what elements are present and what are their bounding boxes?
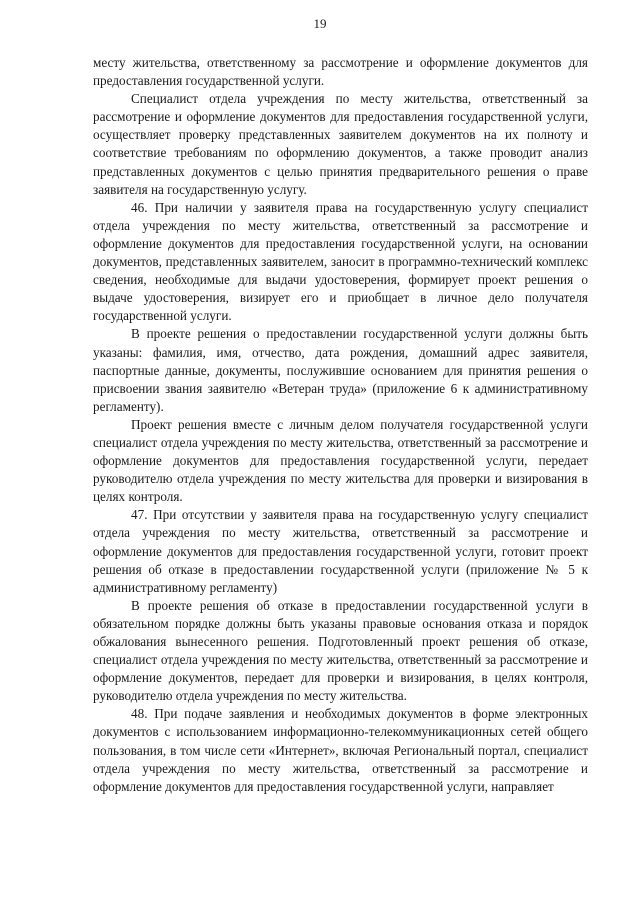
- paragraph-item-46: 46. При наличии у заявителя права на государственную услугу специалист отдела учреждения по месту жительства, ответственный за рассмотрение и оформление документов для предоставления государственной услуги, на основании документов, представленных заявителем, заносит в программно-технический комплекс сведения, необходимые для выдачи удостоверения, формирует проект решения о выдаче удостоверения, визирует его и приобщает в личное дело получателя государственной услуги.: [93, 199, 588, 324]
- paragraph-continuation: месту жительства, ответственному за рассмотрение и оформление документов для предоставления государственной услуги.: [93, 55, 588, 89]
- paragraph-item-47: 47. При отсутствии у заявителя права на государственную услугу специалист отдела учреждения по месту жительства, ответственный за рассмотрение и оформление документов для предоставления государственной услуги, готовит проект решения об отказе в предоставлении государственной услуги (приложение № 5 к административному регламенту): [93, 507, 588, 595]
- paragraph-refusal-contents: В проекте решения об отказе в предоставлении государственной услуги в обязательном порядке должны быть указаны правовые основания отказа и порядок обжалования вынесенного решения. Подготовленный проект решения об отказе, специалист отдела учреждения по месту жительства, ответственный за рассмотрение и оформление документов, передает для проверки и визирования, в целях контроля, руководителю отдела учреждения по месту жительства.: [93, 597, 588, 704]
- document-body: [93, 54, 588, 796]
- page-number: 19: [313, 16, 327, 31]
- paragraph-decision-contents: В проекте решения о предоставлении государственной услуги должны быть указаны: фамилия, имя, отчество, дата рождения, домашний адрес заявителя, паспортные данные, документы, послужившие основанием для принятия решения о присвоении звания заявителю «Ветеран труда» (приложение 6 к административному регламенту).: [93, 326, 588, 414]
- paragraph-decision-transfer: Проект решения вместе с личным делом получателя государственной услуги специалист отдела учреждения по месту жительства, ответственный за рассмотрение и оформление документов для предоставления государственной услуги, передает руководителю отдела учреждения по месту жительства для проверки и визирования в целях контроля.: [93, 416, 588, 505]
- paragraph-specialist-check: Специалист отдела учреждения по месту жительства, ответственный за рассмотрение и оформление документов для предоставления государственной услуги, осуществляет проверку представленных заявителем документов на их полноту и соответствие требованиям по оформлению документов, а также проводит анализ представленных документов с целью принятия предварительного решения о праве заявителя на государственную услугу.: [93, 91, 588, 197]
- paragraph-item-48: 48. При подаче заявления и необходимых документов в форме электронных документов с использованием информационно-телекоммуникационных сетей общего пользования, в том числе сети «Интернет», включая Региональный портал, специалист отдела учреждения по месту жительства, ответственный за рассмотрение и оформление документов для предоставления государственной услуги, направляет: [93, 706, 588, 794]
